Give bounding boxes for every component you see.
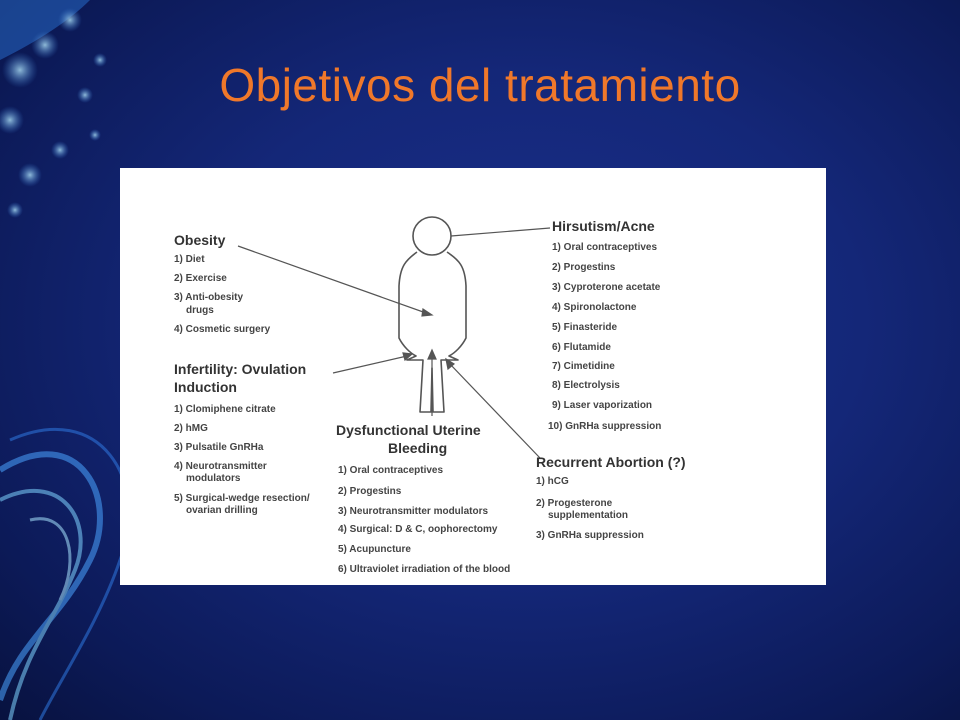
infertility-item: ovarian drilling xyxy=(186,505,258,516)
hirsutism-item: 1) Oral contraceptives xyxy=(552,242,658,253)
arrow-hirsutism xyxy=(451,228,550,236)
arrow-abortion xyxy=(449,363,540,458)
infertility-heading: Infertility: Ovulation xyxy=(174,361,307,377)
abortion-item: 3) GnRHa suppression xyxy=(536,530,644,541)
dub-item: 2) Progestins xyxy=(338,486,402,497)
dub-item: 4) Surgical: D & C, oophorectomy xyxy=(338,524,498,535)
obesity-heading: Obesity xyxy=(174,232,226,248)
hirsutism-item: 10) GnRHa suppression xyxy=(548,421,662,432)
slide-title: Objetivos del tratamiento xyxy=(219,59,741,111)
hirsutism-item: 7) Cimetidine xyxy=(552,361,615,372)
arrow-infertility xyxy=(333,356,407,373)
hirsutism-item: 8) Electrolysis xyxy=(552,380,620,391)
arrow-obesity xyxy=(238,246,426,313)
hirsutism-item: 4) Spironolactone xyxy=(552,302,637,313)
dub-item: 6) Ultraviolet irradiation of the blood xyxy=(338,564,511,575)
hirsutism-item: 5) Finasteride xyxy=(552,322,618,333)
obesity-item: 4) Cosmetic surgery xyxy=(174,324,271,335)
abortion-item: supplementation xyxy=(548,510,629,521)
infertility-item: 5) Surgical-wedge resection/ xyxy=(174,493,310,504)
dub-item: 1) Oral contraceptives xyxy=(338,465,444,476)
dub-heading: Bleeding xyxy=(388,440,448,456)
obesity-item: drugs xyxy=(186,305,214,316)
abortion-heading: Recurrent Abortion (?) xyxy=(536,454,686,470)
dub-item: 5) Acupuncture xyxy=(338,544,411,555)
abortion-item: 1) hCG xyxy=(536,476,569,487)
hirsutism-item: 3) Cyproterone acetate xyxy=(552,282,661,293)
infertility-heading: Induction xyxy=(174,379,237,395)
obesity-item: 2) Exercise xyxy=(174,273,227,284)
fractal-bottom-left xyxy=(0,429,129,720)
dub-item: 3) Neurotransmitter modulators xyxy=(338,506,489,517)
infertility-item: 4) Neurotransmitter xyxy=(174,461,267,472)
abortion-item: 2) Progesterone xyxy=(536,498,613,509)
hirsutism-item: 6) Flutamide xyxy=(552,342,611,353)
dub-heading: Dysfunctional Uterine xyxy=(336,422,481,438)
infertility-item: 3) Pulsatile GnRHa xyxy=(174,442,264,453)
figure-head xyxy=(413,217,451,255)
obesity-item: 3) Anti-obesity xyxy=(174,292,244,303)
hirsutism-heading: Hirsutism/Acne xyxy=(552,218,655,234)
hirsutism-item: 9) Laser vaporization xyxy=(552,400,653,411)
treatment-diagram xyxy=(120,168,826,585)
obesity-item: 1) Diet xyxy=(174,254,205,265)
hirsutism-item: 2) Progestins xyxy=(552,262,616,273)
infertility-item: modulators xyxy=(186,473,241,484)
infertility-item: 2) hMG xyxy=(174,423,208,434)
infertility-item: 1) Clomiphene citrate xyxy=(174,404,276,415)
